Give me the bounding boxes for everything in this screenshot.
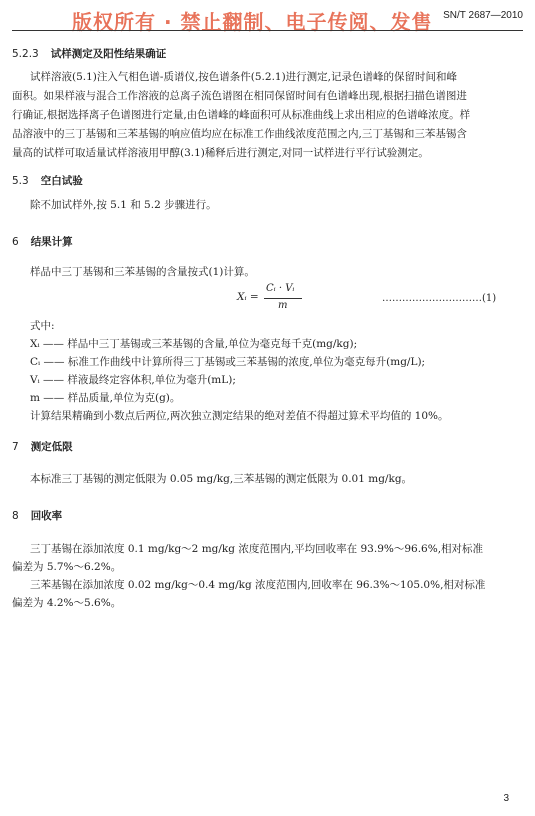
formula-denominator: m bbox=[278, 300, 288, 311]
section-number: 7 bbox=[12, 441, 19, 453]
page-number: 3 bbox=[503, 793, 509, 804]
definition-line: m —— 样品质量,单位为克(g)。 bbox=[30, 392, 181, 404]
definition-line: Cᵢ —— 标准工作曲线中计算所得三丁基锡或三苯基锡的浓度,单位为毫克每升(mg/L); bbox=[30, 356, 426, 368]
header-rule bbox=[12, 30, 523, 31]
section-title: 结果计算 bbox=[30, 236, 73, 248]
fraction-bar bbox=[264, 298, 302, 299]
document-number: SN/T 2687—2010 bbox=[443, 10, 523, 21]
section-number: 8 bbox=[12, 510, 19, 522]
section-6-heading bbox=[12, 234, 73, 249]
paragraph-line: 三苯基锡在添加浓度 0.02 mg/kg～0.4 mg/kg 浓度范围内,回收率在 96.3%～105.0%,相对标准 bbox=[30, 579, 486, 591]
section-title: 空白试验 bbox=[40, 175, 83, 187]
section-7-heading bbox=[12, 439, 73, 454]
paragraph-line: 偏差为 5.7%～6.2%。 bbox=[12, 561, 122, 573]
formula-reference: …………………………(1) bbox=[382, 293, 497, 304]
paragraph-line: 三丁基锡在添加浓度 0.1 mg/kg～2 mg/kg 浓度范围内,平均回收率在 93.9%～96.6%,相对标准 bbox=[30, 543, 484, 555]
section-number: 6 bbox=[12, 236, 19, 248]
formula-numerator: Cᵢ · Vᵢ bbox=[266, 283, 295, 294]
formula-lhs: Xᵢ = bbox=[237, 291, 259, 303]
section-title: 回收率 bbox=[30, 510, 63, 522]
paragraph-line: 试样溶液(5.1)注入气相色谱-质谱仪,按色谱条件(5.2.1)进行测定,记录色谱峰的保留时间和峰 bbox=[30, 71, 458, 83]
paragraph-line: 量高的试样可取适量试样溶液用甲醇(3.1)稀释后进行测定,对同一试样进行平行试验测定。 bbox=[12, 147, 429, 159]
paragraph-line: 除不加试样外,按 5.1 和 5.2 步骤进行。 bbox=[30, 199, 217, 211]
watermark-text: 版权所有 · 禁止翻制、电子传阅、发售 bbox=[72, 10, 433, 34]
definition-line: Vᵢ —— 样液最终定容体积,单位为毫升(mL); bbox=[30, 374, 236, 386]
paragraph-line: 样品中三丁基锡和三苯基锡的含量按式(1)计算。 bbox=[30, 266, 255, 278]
paragraph-line: 行确证,根据选择离子色谱图进行定量,由色谱峰的峰面积可从标准曲线上求出相应的色谱峰浓度。样 bbox=[12, 109, 471, 121]
paragraph-line: 计算结果精确到小数点后两位,两次独立测定结果的绝对差值不得超过算术平均值的 10%。 bbox=[30, 410, 449, 422]
section-5-2-3-heading bbox=[12, 46, 166, 61]
section-number: 5.2.3 bbox=[12, 48, 39, 60]
section-title: 试样测定及阳性结果确证 bbox=[50, 48, 167, 60]
section-8-heading bbox=[12, 508, 62, 523]
definition-line: Xᵢ —— 样品中三丁基锡或三苯基锡的含量,单位为毫克每千克(mg/kg); bbox=[30, 338, 358, 350]
section-number: 5.3 bbox=[12, 175, 29, 187]
paragraph-line: 面积。如果样液与混合工作溶液的总离子流色谱图在相同保留时间有色谱峰出现,根据扫描色谱图进 bbox=[12, 90, 467, 102]
section-title: 测定低限 bbox=[30, 441, 73, 453]
paragraph-line: 偏差为 4.2%～5.6%。 bbox=[12, 597, 122, 609]
formula-where: 式中: bbox=[30, 320, 55, 332]
formula-fraction bbox=[264, 283, 314, 317]
paragraph-line: 本标准三丁基锡的测定低限为 0.05 mg/kg,三苯基锡的测定低限为 0.01 mg/kg。 bbox=[30, 473, 413, 485]
paragraph-line: 品溶液中的三丁基锡和三苯基锡的响应值均应在标准工作曲线浓度范围之内,三丁基锡和三苯基锡含 bbox=[12, 128, 467, 140]
section-5-3-heading bbox=[12, 173, 83, 188]
